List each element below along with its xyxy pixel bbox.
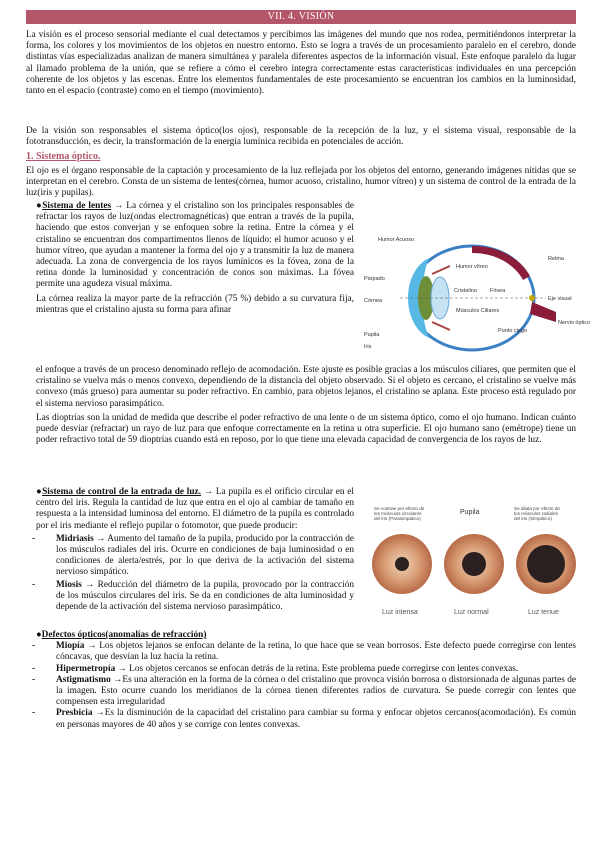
defectos-block — [32, 630, 576, 731]
lentes-text-2a: La córnea realiza la mayor parte de la refracción (75 %) debido a su curvatura fija, mientras que el cristalino ajusta su forma para afinar — [36, 293, 354, 315]
note-right: Se dilata por efecto de los músculos radiales del iris (Simpático) — [514, 506, 560, 521]
label-humor-acuoso: Humor Acuoso — [378, 237, 415, 243]
miopia-text: → Los objetos lejanos se enfocan delante de la retina, lo que hace que se vean borrosos. Este defecto puede corregirse con lentes cóncavas, que desvían la luz hacia la retina. — [56, 641, 576, 663]
pupil-medium — [462, 552, 486, 576]
lentes-paragraph — [36, 201, 354, 291]
bullet-icon: ● — [36, 201, 43, 211]
lentes-cont — [36, 365, 576, 446]
hipermetropia-text: → Los objetos cercanos se enfocan detrás de la retina. Este problema puede corregirse con lentes convexas. — [117, 663, 519, 674]
miopia-term: Miopía — [56, 641, 85, 652]
section-header: VII. 4. VISIÓN — [26, 10, 576, 24]
presbicia-text: →Es la disminución de la capacidad del cristalino para cambiar su forma y enfocar objetos cercanos(acomodación). Es común en personas mayores de 40 años y se corrige con lentes convexas. — [56, 708, 576, 730]
fovea-dot — [529, 295, 535, 301]
presbicia-item: - Presbicia →Es la disminución de la capacidad del cristalino para cambiar su forma y enfocar objetos cercanos(acomodación). Es común en personas mayores de 40 años y se corrige con lentes convexas. — [32, 708, 576, 730]
sec1-text: El ojo es el órgano responsable de la captación y procesamiento de la luz reflejada por los objetos del entorno, generando imágenes nítidas que se interpretan en el cerebro. Consta de un sistema de lentes(córnea, humor acuoso, cristalino, humor vítreo) y un sistema de control de la entrada de la luz(iris y pupilas). — [26, 166, 576, 199]
miopia-item: - Miopía → Los objetos lejanos se enfocan delante de la retina, lo que hace que se vean borrosos. Este defecto puede corregirse con lentes cóncavas, que desvían la luz hacia la retina. — [32, 641, 576, 663]
miosis-term: Miosis — [56, 579, 82, 590]
caption-center: Luz normal — [454, 609, 489, 616]
astigmatismo-item: - Astigmatismo →Es una alteración en la forma de la córnea o del cristalino que provoca visión borrosa o distorsionada de algunas partes de la imagen. Esto ocurre cuando los meridianos de la córnea tienen diferentes radios de curvatura. Se puede corregir con lentes que compensen esta irregularidad — [32, 674, 576, 708]
bullet-icon: ● — [36, 487, 43, 497]
label-humor-vitreo: Humor vítreo — [456, 264, 488, 270]
intro-text-2: De la visión son responsables el sistema óptico(los ojos), responsable de la recepción de la luz, y el sistema visual, responsable de la fototransducción, es decir, la transformación de la energía lumínica recibida en potenciales de acción. — [26, 126, 576, 148]
control-text: → La pupila es el orificio circular en el centro del iris. Regula la cantidad de luz que entra en el ojo al cambiar de tamaño en respuesta a la intensidad luminosa del entorno. El diámetro de la pupila es controlado por el iris mediante el reflejo pupilar o fotomotor, que puede producir: — [36, 487, 354, 531]
control-term: Sistema de control de la entrada de luz. — [42, 487, 202, 497]
caption-right: Luz tenue — [528, 609, 559, 616]
label-eje-visual: Eje visual — [548, 296, 572, 302]
intro-paragraph — [26, 30, 576, 97]
optic-nerve-shape — [530, 302, 556, 322]
label-parpado: Párpado — [364, 276, 385, 282]
defectos-term: Defectos ópticos(anomalías de refracción) — [41, 630, 207, 640]
control-block — [32, 487, 355, 613]
lentes-text-2b: el enfoque a través de un proceso denominado reflejo de acomodación. Este ajuste es posible gracias a los músculos ciliares, que permiten que el cristalino se vuelva más o menos convexo, dependiendo de la distancia del objeto observado. Si el objeto es cercano, el cristalino se vuelve más convexo (más grueso) para aumentar su poder refractivo. En cambio, para objetos lejanos, el cristalino se aplana. Este proceso está regulado por el sistema nervioso parasimpático. — [36, 365, 576, 409]
presbicia-term: Presbicia — [56, 708, 93, 719]
label-pupila: Pupila — [364, 332, 380, 338]
note-left: Se contrae por efecto de los músculos circulares del iris (Parasimpático) — [374, 506, 425, 521]
lentes-text-3: Las dioptrías son la unidad de medida que describe el poder refractivo de una lente o de un sistema óptico, como el ojo humano. Indican cuánto puede desviar (refractar) un rayo de luz para que enfoque correctamente en la retina u otra superficie. El ojo humano sano (emétrope) tiene un poder refractivo total de 59 dioptrías cuando está en reposo, por lo que tiene una elevada capacidad de convergencia de los rayos de luz. — [36, 412, 576, 446]
midriasis-term: Midriasis — [56, 533, 94, 544]
label-fovea: Fóvea — [490, 288, 506, 294]
label-cristalino: Cristalino — [454, 288, 477, 294]
miosis-text: → Reducción del diámetro de la pupila, provocado por la contracción de los músculos circulares del iris. Se da en condiciones de alta luminosidad y depende de la activación del sistema nervioso parasimpático. — [56, 579, 355, 613]
midriasis-text: → Aumento del tamaño de la pupila, producido por la contracción de los músculos radiales del iris. Ocurre en condiciones de baja luminosidad o en condiciones de alerta/estrés, por lo que deriva de la activación del sistema nervioso simpático. — [56, 533, 355, 578]
astigmatismo-term: Astigmatismo — [56, 674, 111, 685]
label-musculos-ciliares: Músculos Ciliares — [456, 308, 500, 314]
control-paragraph — [36, 487, 354, 532]
hipermetropia-term: Hipermetropía — [56, 663, 116, 674]
pupil-large — [527, 545, 565, 583]
section-1-title: 1. Sistema óptico. — [26, 151, 101, 162]
sec1-paragraph — [26, 166, 576, 200]
lentes-block — [36, 201, 354, 316]
astigmatismo-text: →Es una alteración en la forma de la córnea o del cristalino que provoca visión borrosa o distorsionada de algunas partes de la imagen. Esto ocurre cuando los meridianos de la córnea tienen diferentes radios de curvatura. Se puede corregir con lentes que compensen esta irregularidad — [56, 674, 576, 708]
caption-left: Luz intensa — [382, 609, 418, 616]
hipermetropia-item: - Hipermetropía → Los objetos cercanos se enfocan detrás de la retina. Este problema puede corregirse con lentes convexas. — [32, 663, 519, 674]
eye-diagram — [360, 232, 591, 372]
label-cornea: Córnea — [364, 298, 383, 304]
pupil-title: Pupila — [460, 509, 480, 516]
label-iris: Iris — [364, 344, 372, 350]
lentes-text: → La córnea y el cristalino son los principales responsables de refractar los rayos de luz(ondas electromagnéticas) que entran a través de la pupila, haciendo que estos converjan y se enfoquen sobre la retina. Entre la córnea y el cristalino se encuentran dos compartimentos llenos de líquido: el humor acuoso y el humor vítreo, que ayudan a mantener la forma del ojo y a transmitir la luz de manera adecuada. La zona de convergencia de los rayos lumínicos es la fóvea, zona de la retina donde la luminosidad y concentración de conos son máximas. La fóvea permite una agudeza visual máxima. — [36, 201, 355, 290]
label-retina: Retina — [548, 256, 564, 262]
pupil-small — [395, 557, 409, 571]
intro-paragraph-2 — [26, 126, 576, 148]
midriasis-item: - Midriasis → Aumento del tamaño de la pupila, producido por la contracción de los músculos radiales del iris. Ocurre en condiciones de baja luminosidad o en condiciones de alerta/estrés, por lo que deriva de la activación del sistema nervioso simpático. — [32, 533, 355, 578]
miosis-item: - Miosis → Reducción del diámetro de la pupila, provocado por la contracción de los músculos circulares del iris. Se da en condiciones de alta luminosidad y depende de la activación del sistema nervioso parasimpático. — [32, 579, 355, 613]
lentes-term: Sistema de lentes — [42, 201, 112, 211]
label-nervio-optico: Nervio óptico — [558, 320, 591, 326]
label-punto-ciego: Punto ciego — [498, 328, 528, 334]
intro-text-1: La visión es el proceso sensorial mediante el cual detectamos y percibimos las imágenes del mundo que nos rodea, permitiéndonos interpretar la forma, los colores y los movimientos de los objetos en nuestro entorno. Esto se logra a través de un procesamiento paralelo en el cerebro, donde distintas vías especializadas analizan de manera simultánea y paralela diferentes aspectos de la información visual. Este enfoque paralelo da lugar al llamado problema de la unión, que se refiere a cómo el cerebro integra correctamente estas características individuales en una percepción coherente de los objetos y las escenas. Entre los elementos fundamentales de este procesamiento se encuentran los cambios en la luminosidad, tanto en el espacio (contraste) como en el tiempo (movimiento). — [26, 30, 576, 97]
defectos-heading — [36, 630, 576, 641]
pupil-figure — [368, 502, 580, 622]
bullet-icon: ● — [36, 630, 42, 640]
